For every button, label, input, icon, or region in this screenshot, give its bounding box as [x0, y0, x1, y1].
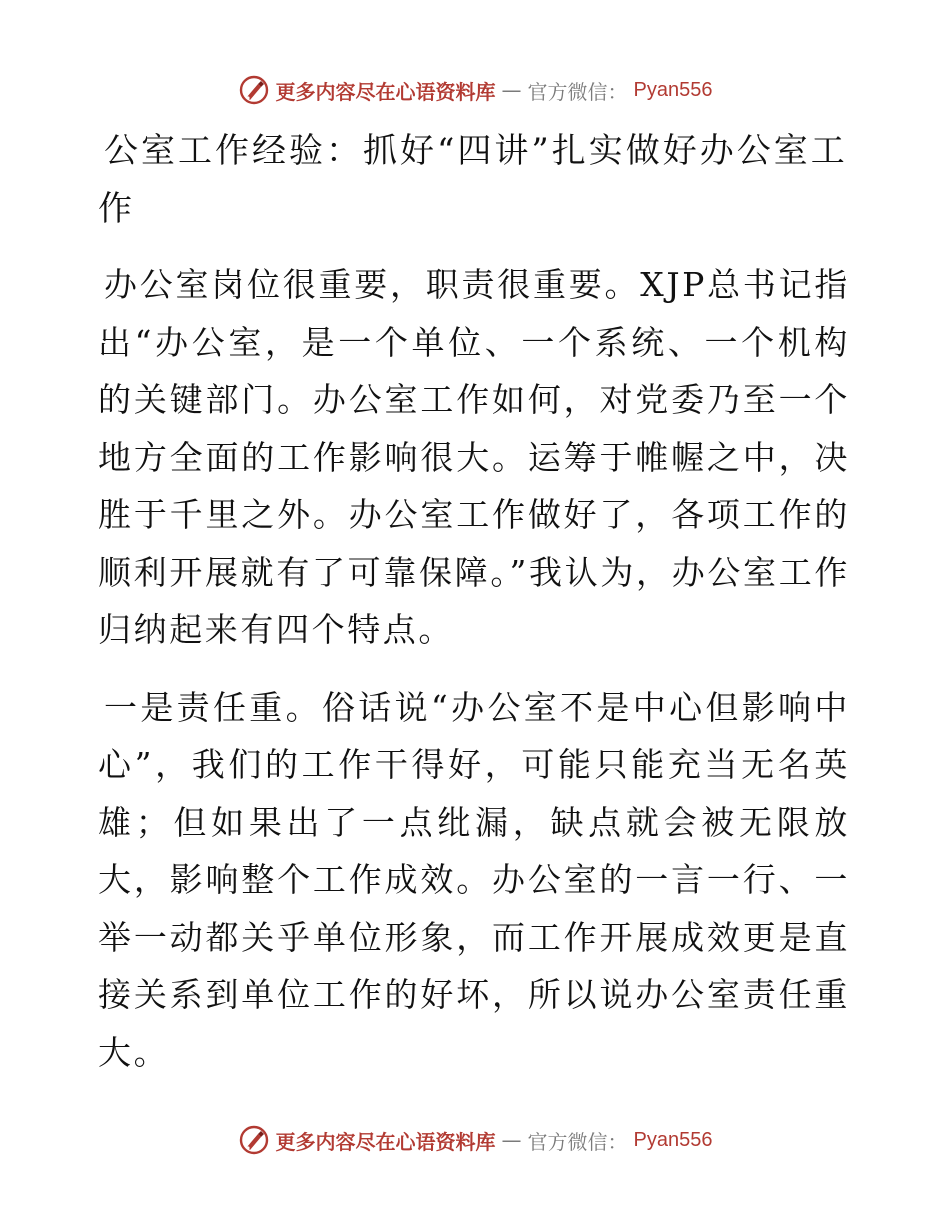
document-body	[98, 122, 850, 1101]
paragraph-responsibility: 一是责任重。俗话说“办公室不是中心但影响中心”，我们的工作干得好，可能只能充当无名英雄；但如果出了一点纰漏，缺点就会被无限放大，影响整个工作成效。办公室的一言一行、一举一动都关乎单位形象，而工作开展成效更是直接关系到单位工作的好坏，所以说办公室责任重大。	[98, 687, 850, 1072]
banner-separator: —	[501, 78, 522, 102]
banner-slogan: 更多内容尽在心语资料库	[275, 1129, 496, 1154]
pen-logo-icon	[238, 1124, 270, 1156]
header-banner	[0, 70, 950, 110]
document-title: 公室工作经验：抓好“四讲”扎实做好办公室工作	[98, 131, 848, 229]
banner-wechat-label: 官方微信：	[527, 79, 628, 104]
banner-wechat-id: Pyan556	[633, 1128, 713, 1151]
banner-wechat-label: 官方微信：	[527, 1129, 628, 1154]
banner-slogan: 更多内容尽在心语资料库	[275, 79, 496, 104]
banner-wechat-id: Pyan556	[633, 78, 713, 101]
paragraph-intro: 办公室岗位很重要，职责很重要。XJP总书记指出“办公室，是一个单位、一个系统、一个机构的关键部门。办公室工作如何，对党委乃至一个地方全面的工作影响很大。运筹于帷幄之中，决胜于千里之外。办公室工作做好了，各项工作的顺利开展就有了可靠保障。”我认为，办公室工作归纳起来有四个特点。	[98, 265, 850, 649]
footer-banner	[0, 1120, 950, 1160]
pen-logo-icon	[238, 74, 270, 106]
banner-separator: —	[501, 1128, 522, 1152]
